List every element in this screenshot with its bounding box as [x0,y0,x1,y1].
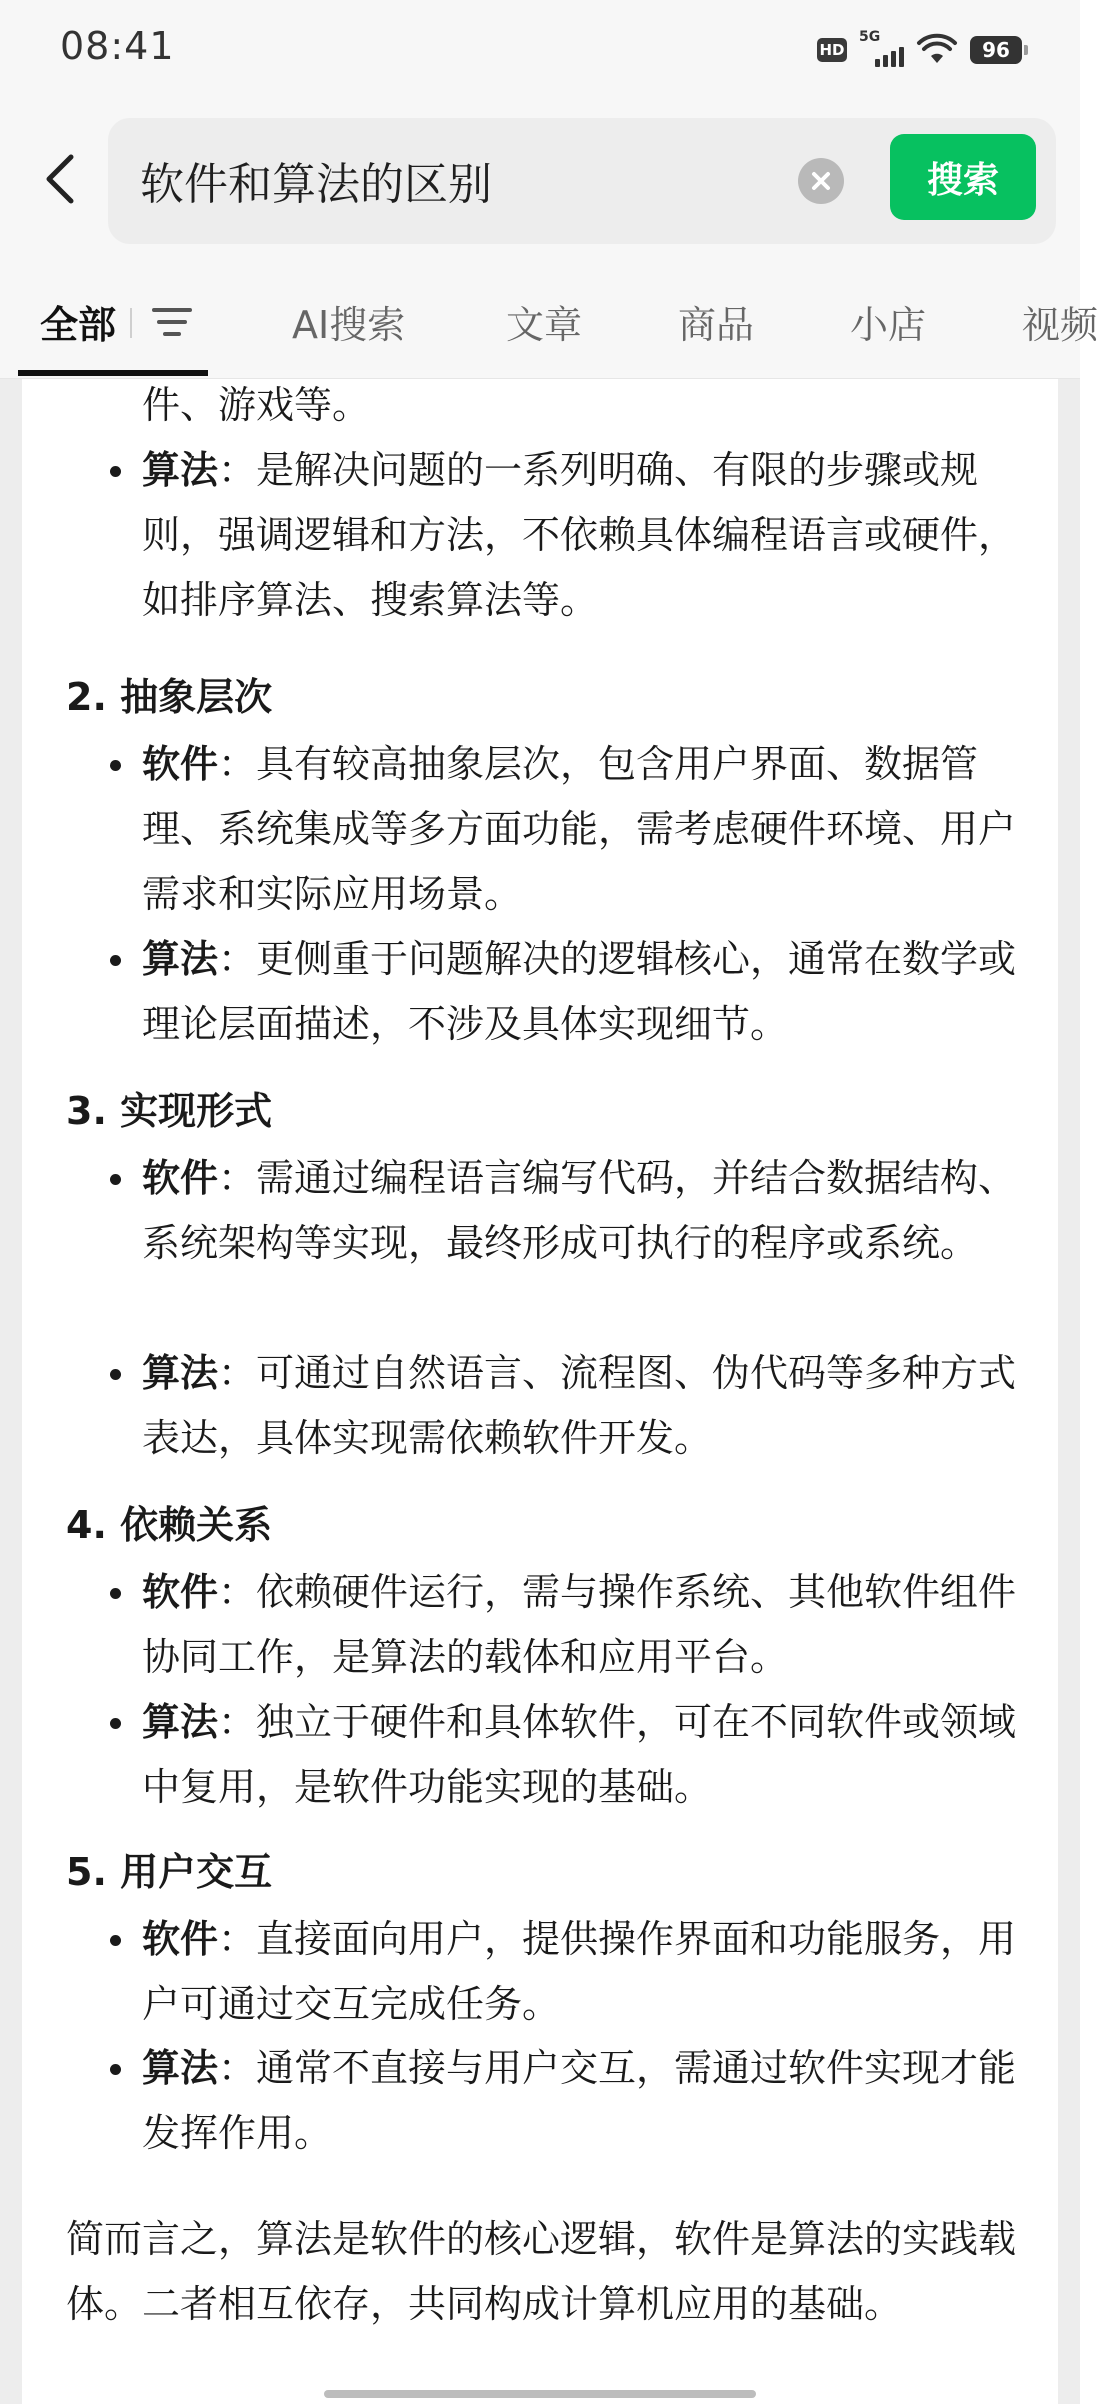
item-text: ：独立于硬件和具体软件，可在不同软件或领域中复用，是软件功能实现的基础。 [142,1700,1017,1809]
section-heading: 5. 用户交互 [66,1850,273,1894]
bullet-dot [110,760,121,771]
tab-videos[interactable]: 视频 [1022,303,1098,347]
chevron-left-icon [43,153,77,205]
term-label: 软件 [142,1917,219,1961]
list-item [142,732,1022,927]
section-heading: 3. 实现形式 [66,1089,273,1133]
term-label: 算法 [142,1351,219,1395]
term-label: 算法 [142,937,219,981]
item-text: ：依赖硬件运行，需与操作系统、其他软件组件协同工作，是算法的载体和应用平台。 [142,1570,1017,1679]
wifi-icon [918,35,956,65]
term-label: 算法 [142,1700,219,1744]
network-type-label: 5G [859,29,881,45]
search-header [0,96,1080,266]
section-heading: 4. 依赖关系 [66,1503,273,1547]
list-item [142,1560,1022,1690]
item-text: ：可通过自然语言、流程图、伪代码等多种方式表达，具体实现需依赖软件开发。 [142,1351,1017,1460]
list-item [142,1907,1022,2037]
search-box [108,118,1056,244]
item-text: ：更侧重于问题解决的逻辑核心，通常在数学或理论层面描述，不涉及具体实现细节。 [142,937,1017,1046]
list-item [142,2036,1022,2166]
item-text: ：需通过编程语言编写代码，并结合数据结构、系统架构等实现，最终形成可执行的程序或系统。 [142,1156,1017,1265]
search-button[interactable]: 搜索 [890,134,1036,220]
results-area [0,379,1080,2404]
term-label: 软件 [142,1156,219,1200]
list-item [142,927,1022,1057]
hd-icon: HD [817,38,847,62]
status-icons [817,30,1022,70]
item-text: ：是解决问题的一系列明确、有限的步骤或规则，强调逻辑和方法，不依赖具体编程语言或硬件，如排序算法、搜索算法等。 [142,448,1017,622]
list-item [142,1690,1022,1820]
term-label: 算法 [142,2046,219,2090]
bullet-dot [110,2064,121,2075]
list-item [142,1341,1022,1471]
bullet-dot [110,955,121,966]
tab-ai-search[interactable]: AI搜索 [292,303,406,347]
back-button[interactable] [30,144,90,214]
status-time: 08:41 [60,24,175,68]
filter-icon[interactable] [150,302,194,342]
term-label: 软件 [142,742,219,786]
signal-icon [859,29,904,67]
bullet-dot [110,1718,121,1729]
close-icon [810,170,832,192]
ai-answer-card [22,379,1058,2404]
bullet-dot [110,1369,121,1380]
term-label: 软件 [142,1570,219,1614]
tab-divider [130,308,132,338]
continued-text: 件、游戏等。 [142,383,371,427]
tab-shops[interactable]: 小店 [850,303,927,347]
list-item [142,438,1022,633]
item-text: ：具有较高抽象层次，包含用户界面、数据管理、系统集成等多方面功能，需考虑硬件环境、用户需求和实际应用场景。 [142,742,1017,916]
bullet-dot [110,466,121,477]
bullet-dot [110,1935,121,1946]
tab-all[interactable]: 全部 [40,303,117,347]
tab-articles[interactable]: 文章 [506,303,583,347]
home-indicator[interactable] [324,2390,756,2398]
list-item [142,1146,1022,1276]
clear-search-button[interactable] [798,158,844,204]
bullet-dot [110,1588,121,1599]
status-bar [0,0,1080,96]
search-input[interactable] [140,154,780,205]
summary-text: 简而言之，算法是软件的核心逻辑，软件是算法的实践载体。二者相互依存，共同构成计算机应用的基础。 [66,2217,1017,2326]
tab-products[interactable]: 商品 [678,303,755,347]
section-heading: 2. 抽象层次 [66,675,273,719]
item-text: ：通常不直接与用户交互，需通过软件实现才能发挥作用。 [142,2046,1017,2155]
term-label: 算法 [142,448,219,492]
bullet-dot [110,1174,121,1185]
item-text: ：直接面向用户，提供操作界面和功能服务，用户可通过交互完成任务。 [142,1917,1017,2026]
battery-icon: 96 [970,36,1022,64]
tab-bar [0,266,1098,379]
